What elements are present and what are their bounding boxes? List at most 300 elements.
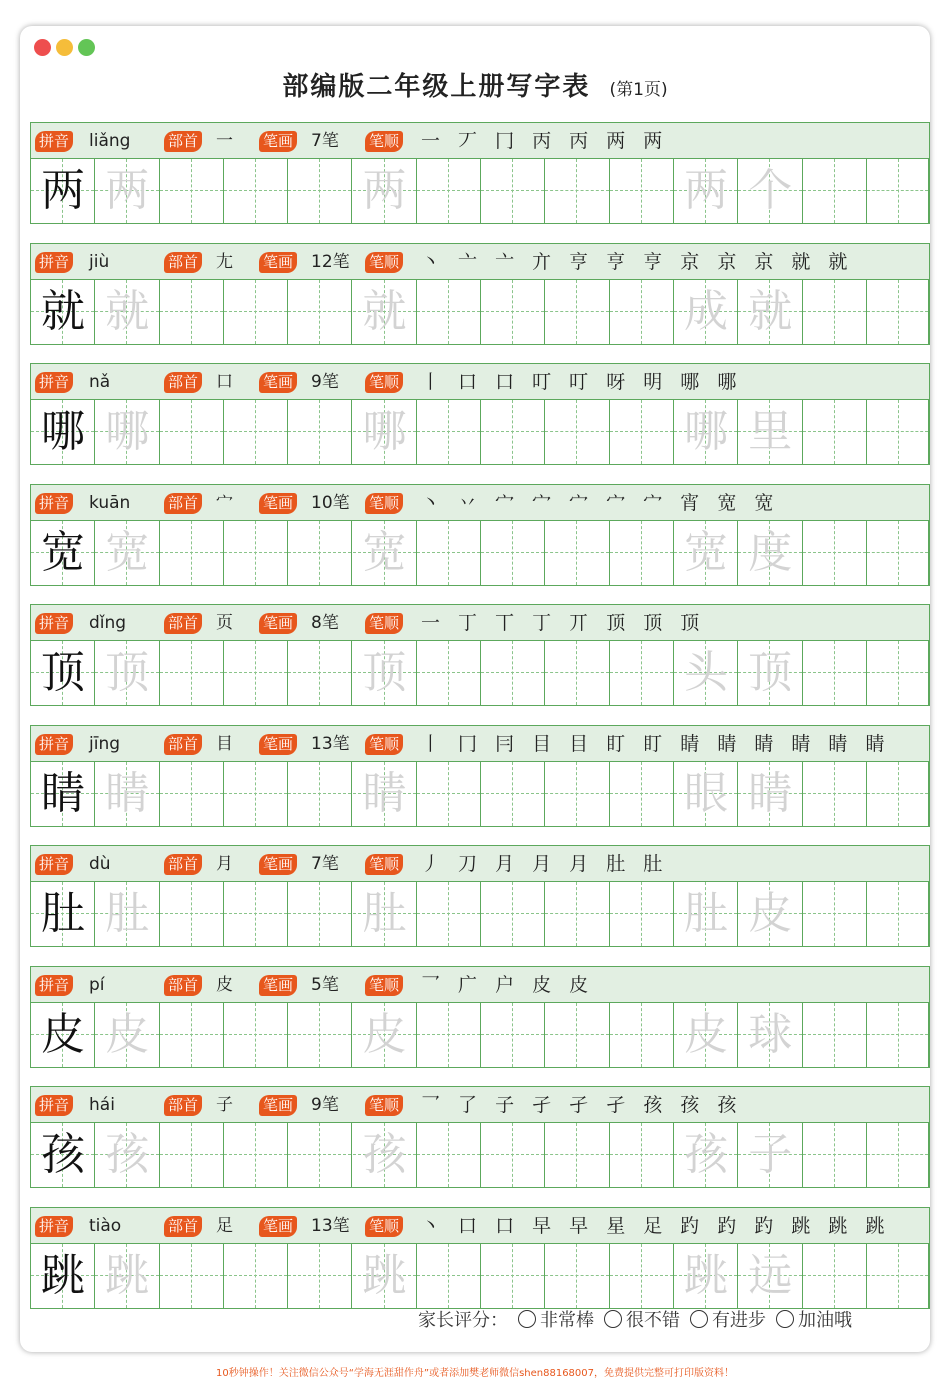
writing-cell[interactable] — [288, 400, 352, 464]
writing-cell[interactable] — [738, 882, 802, 946]
tianzige-grid — [30, 279, 930, 345]
stroke-order: 一 丆 冂 丙 丙 两 两 — [421, 130, 669, 152]
trace-char: 顶 — [362, 647, 407, 698]
order-tag: 笔顺 — [365, 1095, 403, 1116]
model-char: 就 — [41, 285, 85, 337]
radical-tag: 部首 — [164, 1216, 202, 1237]
writing-cell[interactable] — [674, 521, 738, 585]
writing-cell[interactable] — [545, 882, 609, 946]
writing-cell[interactable] — [95, 1244, 159, 1308]
char-info-bar — [30, 1207, 930, 1244]
writing-cell[interactable] — [481, 762, 545, 826]
writing-cell[interactable] — [224, 280, 288, 344]
writing-cell[interactable] — [224, 159, 288, 223]
writing-cell[interactable] — [867, 400, 929, 464]
writing-cell[interactable] — [738, 1003, 802, 1067]
strokes-value: 8笔 — [311, 613, 339, 633]
radical-value: 一 — [216, 131, 233, 151]
writing-cell[interactable] — [160, 521, 224, 585]
writing-cell[interactable] — [353, 280, 417, 344]
radical-tag: 部首 — [164, 493, 202, 514]
strokes-value: 7笔 — [311, 131, 339, 151]
radical-value: 宀 — [216, 492, 233, 513]
word-char-1: 皮 — [684, 1008, 728, 1060]
writing-cell[interactable] — [867, 1244, 929, 1308]
writing-cell[interactable] — [610, 280, 674, 344]
writing-cell[interactable] — [610, 1244, 674, 1308]
writing-cell[interactable] — [867, 1003, 929, 1067]
strokes-value: 10笔 — [311, 492, 350, 513]
trace-char: 肚 — [105, 888, 150, 939]
rating-radio-3[interactable] — [690, 1310, 708, 1328]
writing-cell[interactable] — [417, 1003, 481, 1067]
word-char-2: 就 — [748, 285, 793, 337]
char-row — [30, 604, 930, 708]
writing-cell[interactable] — [288, 1003, 352, 1067]
writing-cell[interactable] — [353, 641, 417, 705]
pinyin-tag: 拼音 — [35, 493, 73, 514]
writing-cell[interactable] — [353, 400, 417, 464]
promo-note: 10秒钟操作！关注微信公众号“学海无涯甜作舟”或者添加樊老师微信shen88168007，免费提供完整可打印版资料！ — [215, 1368, 735, 1379]
writing-cell[interactable] — [545, 1244, 609, 1308]
pinyin-tag: 拼音 — [35, 975, 73, 996]
writing-cell[interactable] — [545, 1123, 609, 1187]
writing-cell[interactable] — [738, 400, 802, 464]
writing-cell[interactable] — [353, 1003, 417, 1067]
char-info-bar — [30, 363, 930, 400]
writing-cell[interactable] — [31, 762, 95, 826]
strokes-tag: 笔画 — [259, 493, 297, 514]
writing-cell[interactable] — [803, 280, 867, 344]
writing-cell[interactable] — [803, 159, 867, 223]
strokes-value: 7笔 — [311, 854, 339, 874]
trace-char: 两 — [362, 165, 407, 216]
pinyin-value: jiù — [89, 251, 110, 272]
strokes-tag: 笔画 — [259, 734, 297, 755]
model-char: 两 — [41, 165, 85, 216]
writing-cell[interactable] — [738, 1123, 802, 1187]
pinyin-tag: 拼音 — [35, 1216, 73, 1237]
writing-cell[interactable] — [610, 641, 674, 705]
strokes-value: 13笔 — [311, 733, 350, 754]
word-char-1: 宽 — [684, 526, 728, 578]
writing-cell[interactable] — [160, 400, 224, 464]
writing-cell[interactable] — [803, 1123, 867, 1187]
model-char: 顶 — [41, 647, 85, 698]
writing-cell[interactable] — [31, 641, 95, 705]
writing-cell[interactable] — [31, 1244, 95, 1308]
char-info-bar — [30, 966, 930, 1003]
writing-cell[interactable] — [481, 641, 545, 705]
rating-radio-2[interactable] — [604, 1310, 622, 1328]
order-tag: 笔顺 — [365, 252, 403, 273]
trace-char: 孩 — [105, 1129, 150, 1180]
writing-cell[interactable] — [353, 159, 417, 223]
writing-cell[interactable] — [610, 400, 674, 464]
writing-cell[interactable] — [353, 882, 417, 946]
strokes-value: 9笔 — [311, 1095, 339, 1115]
strokes-tag: 笔画 — [259, 854, 297, 875]
writing-cell[interactable] — [224, 641, 288, 705]
model-char: 肚 — [41, 888, 85, 939]
rating-option-2: 很不错 — [626, 1310, 680, 1331]
radical-tag: 部首 — [164, 1095, 202, 1116]
stroke-order: 丶 丷 宀 宀 宀 宀 宀 宵 宽 宽 — [421, 491, 780, 514]
char-info-bar — [30, 484, 930, 521]
pinyin-tag: 拼音 — [35, 854, 73, 875]
order-tag: 笔顺 — [365, 372, 403, 393]
tianzige-grid — [30, 881, 930, 947]
writing-cell[interactable] — [481, 882, 545, 946]
char-info-bar — [30, 122, 930, 159]
writing-cell[interactable] — [288, 882, 352, 946]
trace-char: 哪 — [362, 406, 407, 457]
writing-cell[interactable] — [224, 1244, 288, 1308]
writing-cell[interactable] — [803, 521, 867, 585]
writing-cell[interactable] — [803, 1003, 867, 1067]
tianzige-grid — [30, 158, 930, 224]
tianzige-grid — [30, 761, 930, 827]
pinyin-value: pí — [89, 974, 105, 995]
writing-cell[interactable] — [545, 400, 609, 464]
radical-value: 足 — [216, 1215, 233, 1236]
writing-cell[interactable] — [674, 641, 738, 705]
radical-value: 皮 — [216, 974, 233, 995]
writing-cell[interactable] — [31, 882, 95, 946]
writing-cell[interactable] — [224, 400, 288, 464]
writing-cell[interactable] — [674, 1244, 738, 1308]
word-char-2: 子 — [748, 1129, 793, 1180]
strokes-tag: 笔画 — [259, 975, 297, 996]
writing-cell[interactable] — [674, 280, 738, 344]
stroke-order: 乛 了 子 孑 孑 孑 孩 孩 孩 — [421, 1094, 743, 1116]
writing-cell[interactable] — [545, 1003, 609, 1067]
writing-cell[interactable] — [803, 400, 867, 464]
writing-cell[interactable] — [224, 1003, 288, 1067]
pinyin-tag: 拼音 — [35, 131, 73, 152]
strokes-tag: 笔画 — [259, 131, 297, 152]
tianzige-grid — [30, 399, 930, 465]
trace-char: 睛 — [105, 767, 150, 819]
writing-cell[interactable] — [31, 521, 95, 585]
rating-option-1: 非常棒 — [540, 1310, 594, 1331]
writing-cell[interactable] — [95, 882, 159, 946]
writing-cell[interactable] — [224, 762, 288, 826]
trace-char: 就 — [362, 285, 407, 337]
writing-cell[interactable] — [674, 159, 738, 223]
rating-radio-4[interactable] — [776, 1310, 794, 1328]
writing-cell[interactable] — [417, 762, 481, 826]
writing-cell[interactable] — [545, 280, 609, 344]
order-tag: 笔顺 — [365, 613, 403, 634]
char-row — [30, 484, 930, 588]
word-char-1: 孩 — [684, 1129, 728, 1180]
writing-cell[interactable] — [353, 762, 417, 826]
word-char-1: 成 — [684, 285, 728, 337]
trace-char: 宽 — [362, 526, 407, 578]
writing-cell[interactable] — [417, 882, 481, 946]
tianzige-grid — [30, 520, 930, 586]
order-tag: 笔顺 — [365, 493, 403, 514]
writing-cell[interactable] — [481, 521, 545, 585]
strokes-value: 5笔 — [311, 974, 339, 995]
pinyin-tag: 拼音 — [35, 372, 73, 393]
writing-cell[interactable] — [31, 159, 95, 223]
writing-cell[interactable] — [867, 280, 929, 344]
writing-cell[interactable] — [481, 1123, 545, 1187]
close-dot[interactable] — [34, 39, 51, 56]
writing-cell[interactable] — [95, 400, 159, 464]
pinyin-tag: 拼音 — [35, 252, 73, 273]
writing-cell[interactable] — [738, 521, 802, 585]
writing-cell[interactable] — [803, 762, 867, 826]
writing-cell[interactable] — [481, 1003, 545, 1067]
writing-cell[interactable] — [160, 641, 224, 705]
trace-char: 皮 — [105, 1008, 150, 1060]
tianzige-grid — [30, 1122, 930, 1188]
radical-tag: 部首 — [164, 613, 202, 634]
writing-cell[interactable] — [867, 159, 929, 223]
word-char-1: 两 — [684, 165, 728, 216]
char-row — [30, 363, 930, 467]
order-tag: 笔顺 — [365, 131, 403, 152]
writing-cell[interactable] — [481, 280, 545, 344]
radical-value: 页 — [216, 613, 233, 633]
model-char: 睛 — [41, 767, 85, 819]
rating-label: 家长评分： — [418, 1310, 508, 1331]
writing-cell[interactable] — [867, 1123, 929, 1187]
writing-cell[interactable] — [95, 1123, 159, 1187]
writing-cell[interactable] — [803, 641, 867, 705]
writing-cell[interactable] — [224, 882, 288, 946]
trace-char: 就 — [105, 285, 150, 337]
stroke-order: 丿 刀 月 月 月 肚 肚 — [421, 853, 669, 875]
writing-cell[interactable] — [738, 641, 802, 705]
pinyin-tag: 拼音 — [35, 734, 73, 755]
window-controls — [34, 39, 95, 56]
writing-cell[interactable] — [160, 762, 224, 826]
writing-cell[interactable] — [160, 280, 224, 344]
trace-char: 肚 — [362, 888, 407, 939]
pinyin-tag: 拼音 — [35, 1095, 73, 1116]
model-char: 跳 — [41, 1249, 85, 1301]
pinyin-value: dǐng — [89, 613, 127, 633]
writing-cell[interactable] — [288, 641, 352, 705]
writing-cell[interactable] — [353, 1123, 417, 1187]
pinyin-value: liǎng — [89, 131, 131, 151]
model-char: 孩 — [41, 1129, 85, 1180]
writing-cell[interactable] — [417, 641, 481, 705]
char-info-bar — [30, 725, 930, 762]
char-row — [30, 243, 930, 347]
trace-char: 顶 — [105, 647, 150, 698]
writing-cell[interactable] — [545, 159, 609, 223]
writing-cell[interactable] — [674, 762, 738, 826]
trace-char: 孩 — [362, 1129, 407, 1180]
stroke-order: 丶 口 口 早 早 星 足 趵 趵 趵 跳 跳 跳 — [421, 1214, 891, 1237]
writing-cell[interactable] — [353, 521, 417, 585]
char-row — [30, 1207, 930, 1311]
radical-tag: 部首 — [164, 975, 202, 996]
writing-cell[interactable] — [31, 1123, 95, 1187]
radical-tag: 部首 — [164, 252, 202, 273]
writing-cell[interactable] — [417, 521, 481, 585]
writing-cell[interactable] — [867, 641, 929, 705]
writing-cell[interactable] — [417, 159, 481, 223]
strokes-tag: 笔画 — [259, 372, 297, 393]
trace-char: 宽 — [105, 526, 150, 578]
radical-tag: 部首 — [164, 854, 202, 875]
word-char-2: 顶 — [748, 647, 793, 698]
parent-rating — [418, 1306, 852, 1332]
rating-option-3: 有进步 — [712, 1310, 766, 1331]
trace-char: 跳 — [362, 1249, 407, 1301]
char-info-bar — [30, 1086, 930, 1123]
writing-cell[interactable] — [417, 280, 481, 344]
model-char: 哪 — [41, 406, 85, 457]
writing-cell[interactable] — [610, 1123, 674, 1187]
stroke-order: 乛 广 户 皮 皮 — [421, 973, 595, 996]
writing-cell[interactable] — [31, 1003, 95, 1067]
radical-tag: 部首 — [164, 734, 202, 755]
pinyin-value: kuān — [89, 492, 131, 513]
rating-radio-1[interactable] — [518, 1310, 536, 1328]
radical-tag: 部首 — [164, 131, 202, 152]
trace-char: 皮 — [362, 1008, 407, 1060]
order-tag: 笔顺 — [365, 854, 403, 875]
writing-cell[interactable] — [95, 1003, 159, 1067]
writing-cell[interactable] — [610, 762, 674, 826]
tianzige-grid — [30, 640, 930, 706]
page-subtitle: (第1页) — [609, 80, 668, 100]
trace-char: 睛 — [362, 767, 407, 819]
word-char-2: 里 — [748, 406, 793, 457]
writing-cell[interactable] — [95, 159, 159, 223]
writing-cell[interactable] — [288, 762, 352, 826]
pinyin-value: nǎ — [89, 372, 111, 392]
stroke-order: 丨 冂 冃 目 目 盯 盯 睛 睛 睛 睛 睛 睛 — [421, 732, 891, 755]
order-tag: 笔顺 — [365, 975, 403, 996]
strokes-tag: 笔画 — [259, 1216, 297, 1237]
strokes-tag: 笔画 — [259, 252, 297, 273]
writing-cell[interactable] — [224, 521, 288, 585]
trace-char: 两 — [105, 165, 150, 216]
word-char-1: 肚 — [684, 888, 728, 939]
radical-value: 尢 — [216, 251, 233, 272]
writing-cell[interactable] — [738, 1244, 802, 1308]
writing-cell[interactable] — [160, 882, 224, 946]
writing-cell[interactable] — [160, 1123, 224, 1187]
writing-cell[interactable] — [610, 882, 674, 946]
word-char-2: 远 — [748, 1249, 793, 1301]
pinyin-value: hái — [89, 1095, 115, 1115]
strokes-value: 12笔 — [311, 251, 350, 272]
writing-cell[interactable] — [867, 762, 929, 826]
strokes-tag: 笔画 — [259, 613, 297, 634]
writing-cell[interactable] — [31, 400, 95, 464]
pinyin-value: dù — [89, 854, 111, 874]
pinyin-value: tiào — [89, 1215, 122, 1236]
writing-cell[interactable] — [803, 1244, 867, 1308]
maximize-dot[interactable] — [78, 39, 95, 56]
writing-cell[interactable] — [95, 280, 159, 344]
writing-cell[interactable] — [95, 641, 159, 705]
order-tag: 笔顺 — [365, 1216, 403, 1237]
model-char: 皮 — [41, 1008, 85, 1060]
writing-cell[interactable] — [674, 1123, 738, 1187]
pinyin-tag: 拼音 — [35, 613, 73, 634]
writing-cell[interactable] — [545, 762, 609, 826]
writing-cell[interactable] — [610, 521, 674, 585]
word-char-2: 度 — [748, 526, 793, 578]
writing-cell[interactable] — [288, 1244, 352, 1308]
minimize-dot[interactable] — [56, 39, 73, 56]
writing-cell[interactable] — [224, 1123, 288, 1187]
writing-cell[interactable] — [545, 521, 609, 585]
writing-cell[interactable] — [95, 762, 159, 826]
strokes-value: 9笔 — [311, 372, 339, 392]
writing-cell[interactable] — [417, 1123, 481, 1187]
word-char-2: 皮 — [748, 888, 793, 939]
word-char-1: 跳 — [684, 1249, 728, 1301]
writing-cell[interactable] — [610, 1003, 674, 1067]
writing-cell[interactable] — [95, 521, 159, 585]
strokes-tag: 笔画 — [259, 1095, 297, 1116]
writing-cell[interactable] — [288, 1123, 352, 1187]
trace-char: 跳 — [105, 1249, 150, 1301]
writing-cell[interactable] — [545, 641, 609, 705]
writing-cell[interactable] — [481, 1244, 545, 1308]
char-row — [30, 966, 930, 1070]
writing-cell[interactable] — [610, 159, 674, 223]
writing-cell[interactable] — [738, 159, 802, 223]
char-row — [30, 122, 930, 226]
radical-value: 目 — [216, 733, 233, 754]
writing-cell[interactable] — [738, 280, 802, 344]
pinyin-value: jīng — [89, 733, 121, 754]
writing-cell[interactable] — [417, 400, 481, 464]
char-info-bar — [30, 845, 930, 882]
writing-cell[interactable] — [738, 762, 802, 826]
writing-cell[interactable] — [160, 1244, 224, 1308]
char-info-bar — [30, 243, 930, 280]
writing-cell[interactable] — [867, 882, 929, 946]
writing-cell[interactable] — [674, 882, 738, 946]
word-char-1: 头 — [684, 647, 728, 698]
char-row — [30, 1086, 930, 1190]
writing-cell[interactable] — [353, 1244, 417, 1308]
writing-cell[interactable] — [481, 400, 545, 464]
writing-cell[interactable] — [803, 882, 867, 946]
writing-cell[interactable] — [160, 1003, 224, 1067]
radical-tag: 部首 — [164, 372, 202, 393]
writing-cell[interactable] — [160, 159, 224, 223]
writing-cell[interactable] — [288, 521, 352, 585]
writing-cell[interactable] — [417, 1244, 481, 1308]
writing-cell[interactable] — [31, 280, 95, 344]
writing-cell[interactable] — [674, 400, 738, 464]
tianzige-grid — [30, 1002, 930, 1068]
radical-value: 子 — [216, 1095, 233, 1115]
word-char-1: 哪 — [684, 406, 728, 457]
char-row — [30, 725, 930, 829]
writing-cell[interactable] — [481, 159, 545, 223]
writing-cell[interactable] — [288, 280, 352, 344]
writing-cell[interactable] — [674, 1003, 738, 1067]
word-char-1: 眼 — [684, 767, 728, 819]
writing-cell[interactable] — [288, 159, 352, 223]
writing-cell[interactable] — [867, 521, 929, 585]
